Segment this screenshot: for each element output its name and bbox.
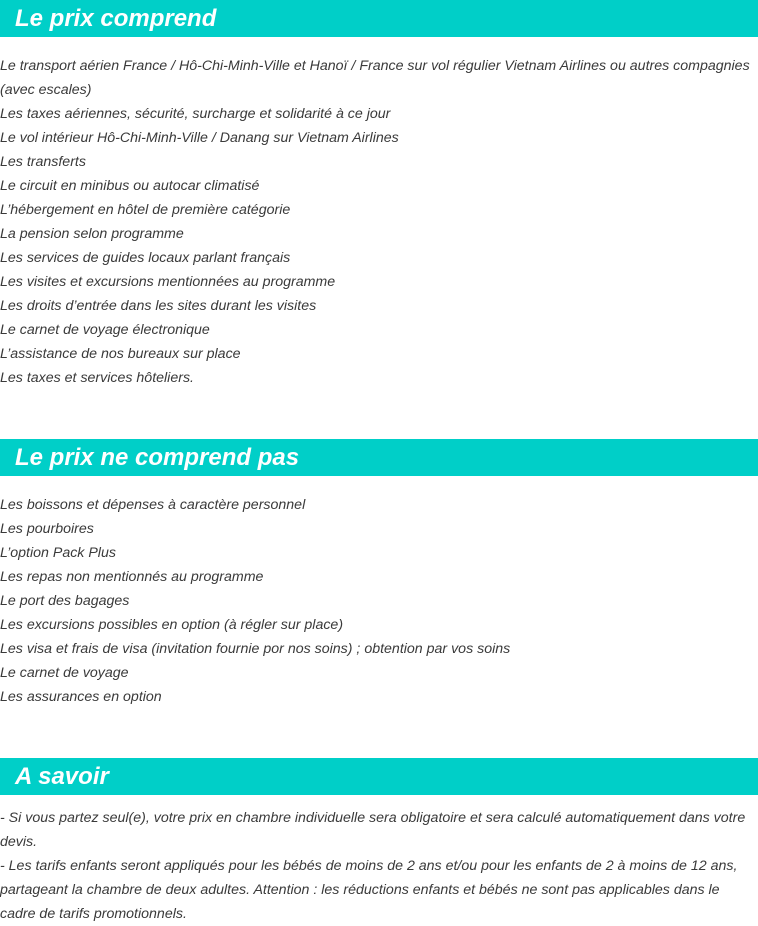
excluded-item-travel-book: Le carnet de voyage [0,665,129,681]
included-item-visits: Les visites et excursions mentionnées au programme [0,274,336,290]
to-know-note-child-rates: - Les tarifs enfants seront appliqués pour les bébés de moins de 2 ans et/ou pour les enfants de 2 à moins de 12 ans, partageant la chambre de deux adultes. Attention : les réductions enfants et bébés ne sont pas applicables dans le cadre de tarifs promotionnels. [0,858,738,922]
included-item-taxes: Les taxes aériennes, sécurité, surcharge et solidarité à ce jour [0,106,391,122]
included-item-board: La pension selon programme [0,226,184,242]
included-item-circuit: Le circuit en minibus ou autocar climatisé [0,178,260,194]
included-item-domestic-flight: Le vol intérieur Hô-Chi-Minh-Ville / Danang sur Vietnam Airlines [0,130,399,146]
excluded-item-insurance: Les assurances en option [0,689,162,705]
included-list [0,54,752,390]
excluded-section-title: Le prix ne comprend pas [15,444,300,471]
included-item-assistance: L’assistance de nos bureaux sur place [0,346,241,362]
excluded-section-header [0,439,758,476]
included-item-transport: Le transport aérien France / Hô-Chi-Minh-Ville et Hanoï / France sur vol régulier Vietnam Airlines ou autres compagnies (avec escales) [0,58,750,98]
included-item-entry-fees: Les droits d’entrée dans les sites durant les visites [0,298,317,314]
excluded-item-meals: Les repas non mentionnés au programme [0,569,264,585]
excluded-item-pack-plus: L’option Pack Plus [0,545,116,561]
to-know-notes [0,806,752,926]
excluded-item-tips: Les pourboires [0,521,94,537]
included-item-hotel-taxes: Les taxes et services hôteliers. [0,370,194,386]
included-item-hotel: L’hébergement en hôtel de première catégorie [0,202,291,218]
excluded-item-luggage: Le port des bagages [0,593,130,609]
to-know-section-header [0,758,758,795]
to-know-note-single-room: - Si vous partez seul(e), votre prix en chambre individuelle sera obligatoire et sera calculé automatiquement dans votre devis. [0,810,746,850]
included-section-title: Le prix comprend [15,5,217,32]
excluded-item-optional-excursions: Les excursions possibles en option (à régler sur place) [0,617,344,633]
included-item-guides: Les services de guides locaux parlant français [0,250,291,266]
excluded-item-visa: Les visa et frais de visa (invitation fournie por nos soins) ; obtention par vos soins [0,641,511,657]
included-item-travel-book: Le carnet de voyage électronique [0,322,210,338]
included-item-transfers: Les transferts [0,154,86,170]
excluded-item-drinks: Les boissons et dépenses à caractère personnel [0,497,306,513]
to-know-section-title: A savoir [15,763,109,790]
included-section-header [0,0,758,37]
excluded-list [0,493,752,709]
